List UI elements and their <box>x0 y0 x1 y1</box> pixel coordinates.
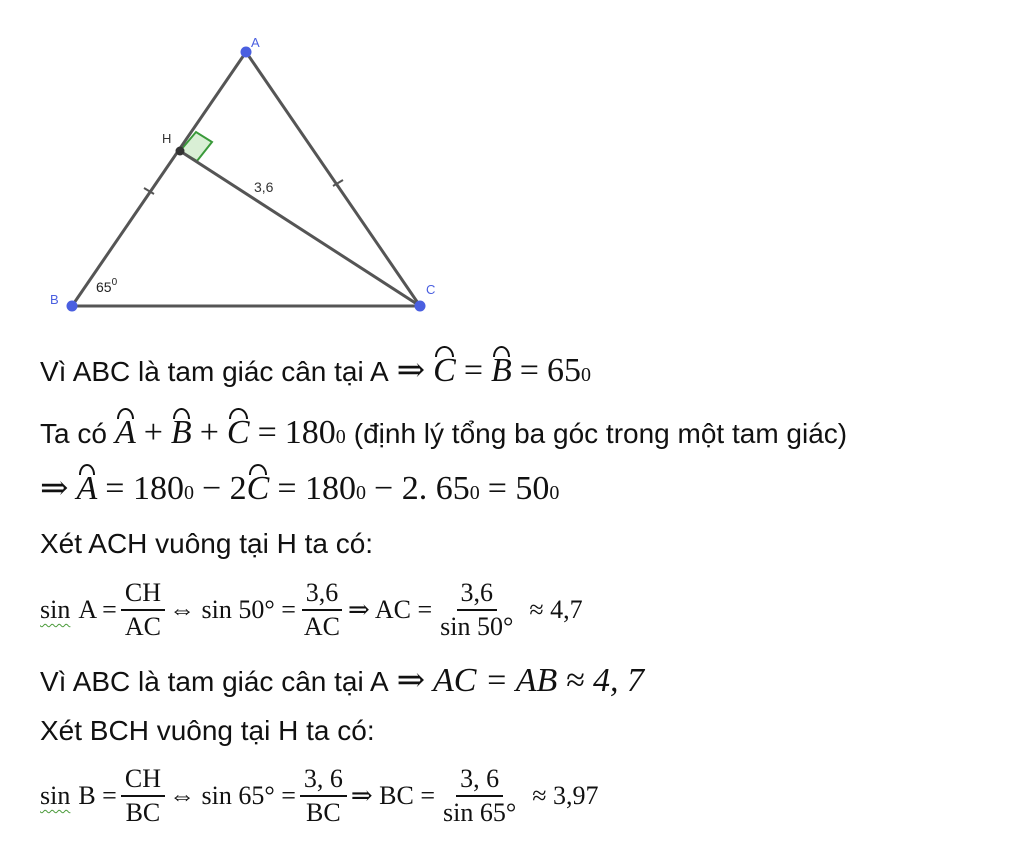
fraction-36-ac <box>300 578 344 642</box>
fraction-36-sin50 <box>436 578 517 642</box>
degree-sup: 0 <box>335 426 346 448</box>
angle-a-hat: A <box>76 470 98 507</box>
theorem-note: (định lý tổng ba góc trong một tam giác) <box>353 418 848 449</box>
numerator: CH <box>121 764 165 797</box>
expr-part-1: = 180 <box>105 470 184 507</box>
denominator: AC <box>303 612 341 641</box>
label-h: H <box>162 131 172 146</box>
line-7-text: Xét BCH vuông tại H ta có: <box>40 715 375 746</box>
side-ab <box>72 52 246 306</box>
degree-sup: 0 <box>580 364 591 386</box>
angle-c-hat: C <box>246 470 270 507</box>
line-1-text: Vì ABC là tam giác cân tại A <box>40 356 389 387</box>
then-bc: ⇒ BC = <box>350 781 436 810</box>
degree-sup: 0 <box>549 482 560 504</box>
angle-c-hat: C <box>433 352 456 389</box>
expr-part-2: − 2 <box>201 470 247 507</box>
segment-hc <box>180 151 420 306</box>
point-c <box>415 301 426 312</box>
numerator: CH <box>121 578 165 611</box>
numerator: 3,6 <box>457 578 498 611</box>
label-b: B <box>50 292 59 307</box>
denominator: sin 50° <box>440 612 514 641</box>
degree-sup: 0 <box>183 482 194 504</box>
line-1 <box>40 350 591 390</box>
triangle-figure <box>0 0 460 330</box>
label-a: A <box>251 35 260 50</box>
line-7 <box>40 715 375 747</box>
line-2-text: Ta có <box>40 418 107 449</box>
angle-b-label: $65^0$ <box>96 277 118 295</box>
length-hc-label: 3,6 <box>254 179 274 195</box>
angle-c-hat: C <box>226 414 250 451</box>
equals: = <box>463 352 483 389</box>
result-ac: ≈ 4,7 <box>529 595 583 624</box>
right-angle-marker <box>180 132 212 161</box>
denominator: BC <box>306 798 341 827</box>
angle-b-hat: B <box>491 352 512 389</box>
point-b <box>67 301 78 312</box>
numerator: 3, 6 <box>456 764 503 797</box>
then-ac: ⇒ AC = <box>348 595 433 624</box>
angle-b-hat: B <box>170 414 192 451</box>
expr-part-5: = 50 <box>487 470 550 507</box>
fraction-ch-ac <box>121 578 165 642</box>
line-6 <box>40 660 644 700</box>
line-8 <box>40 764 599 828</box>
iff-sin65: ⇔ sin 65° = <box>168 781 296 810</box>
iff-sin50: ⇔ sin 50° = <box>168 595 296 624</box>
value-180: 180 <box>284 414 336 451</box>
denominator: BC <box>125 798 161 827</box>
fraction-36-sin65 <box>439 764 520 828</box>
degree-sup: 0 <box>469 482 480 504</box>
plus: + <box>143 414 163 451</box>
denominator: AC <box>124 612 161 641</box>
numerator: 3, 6 <box>300 764 347 797</box>
equals: = <box>519 352 539 389</box>
line-5 <box>40 578 583 642</box>
line-4 <box>40 528 373 560</box>
line-4-text: Xét ACH vuông tại H ta có: <box>40 528 374 559</box>
expr-part-3: = 180 <box>277 470 357 507</box>
line-3 <box>40 468 559 508</box>
denominator: sin 65° <box>443 798 517 827</box>
expr-part-4: − 2. 65 <box>374 470 470 507</box>
result-bc: ≈ 3,97 <box>532 781 599 810</box>
fraction-ch-bc <box>121 764 165 828</box>
angle-a-hat: A <box>114 414 136 451</box>
line-6-text: Vì ABC là tam giác cân tại A <box>40 666 389 697</box>
point-a <box>241 47 252 58</box>
line-2 <box>40 414 847 452</box>
sin-b-lhs: B = <box>78 781 117 810</box>
label-c: C <box>426 282 436 297</box>
implies-symbol: ⇒ <box>40 470 69 507</box>
ac-ab-expression: ⇒ AC = AB ≈ 4, 7 <box>396 662 644 699</box>
plus: + <box>199 414 219 451</box>
sin-word: sin <box>40 595 71 624</box>
sin-a-lhs: A = <box>78 595 117 624</box>
fraction-36-bc <box>300 764 347 828</box>
numerator: 3,6 <box>302 578 343 611</box>
sin-word: sin <box>40 781 71 810</box>
implies-symbol: ⇒ <box>396 352 426 389</box>
value-65: 65 <box>546 352 581 389</box>
degree-sup: 0 <box>356 482 367 504</box>
equals: = <box>257 414 277 451</box>
point-h <box>176 147 185 156</box>
